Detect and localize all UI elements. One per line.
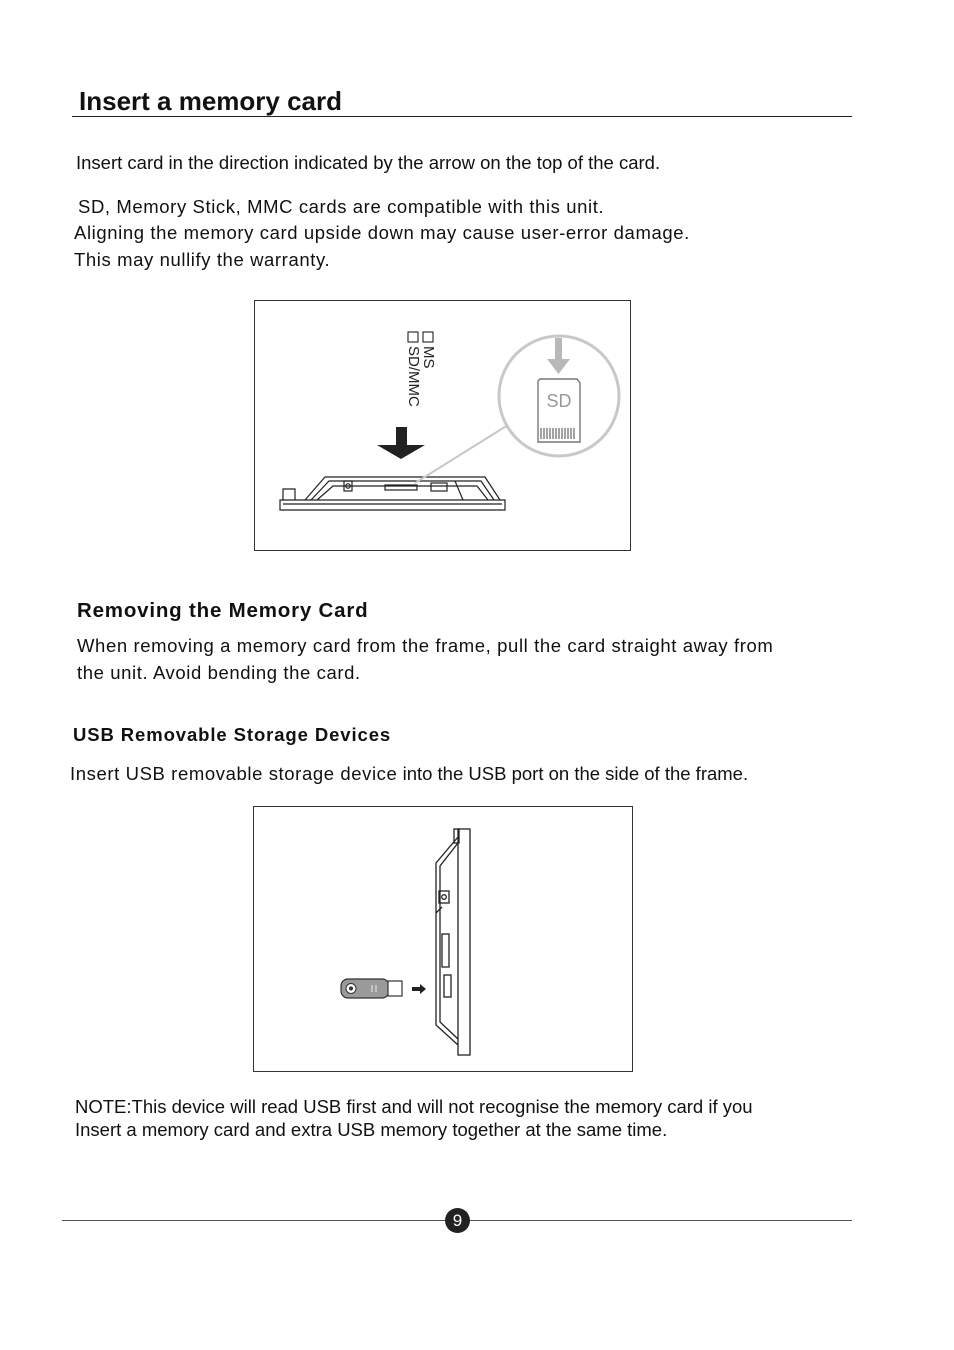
usb-stick-icon [341,979,402,998]
title-underline [72,116,852,117]
frame-side-view [436,829,470,1055]
ms-checkbox-icon [423,332,433,342]
frame-bottom-view [280,477,505,510]
page-number: 9 [445,1208,470,1233]
slot-labels [405,332,437,407]
zoom-leader-line [415,425,508,483]
usb-instruction-part2: into the USB port on the side of the frame. [397,763,749,784]
usb-instruction [70,761,748,787]
sd-checkbox-icon [408,332,418,342]
page-title: Insert a memory card [79,86,343,116]
memory-card-figure [254,300,631,551]
warranty-warning: This may nullify the warranty. [74,249,331,270]
note-line2: Insert a memory card and extra USB memory together at the same time. [75,1119,668,1140]
compatibility-text: SD, Memory Stick, MMC cards are compatible with this unit. [78,196,605,217]
removing-text-line2: the unit. Avoid bending the card. [77,662,361,683]
sd-card-icon [538,379,580,442]
removing-text-line1: When removing a memory card from the frame, pull the card straight away from [77,635,774,656]
insert-arrow-icon [412,984,426,994]
ms-label: MS [420,346,437,369]
usb-section-title: USB Removable Storage Devices [73,724,392,745]
removing-section-title: Removing the Memory Card [77,599,369,622]
down-arrow-icon [377,427,425,459]
sd-mmc-label: SD/MMC [405,346,422,407]
usb-diagram [254,807,632,1071]
note-line1: NOTE:This device will read USB first and will not recognise the memory card if you [75,1096,753,1117]
sd-card-label: SD [546,391,572,411]
usb-figure [253,806,633,1072]
usb-instruction-part1: Insert USB removable storage device [70,763,398,784]
memory-card-diagram [255,301,630,550]
orientation-warning: Aligning the memory card upside down may cause user-error damage. [74,222,690,243]
insert-instruction: Insert card in the direction indicated by the arrow on the top of the card. [76,152,661,173]
